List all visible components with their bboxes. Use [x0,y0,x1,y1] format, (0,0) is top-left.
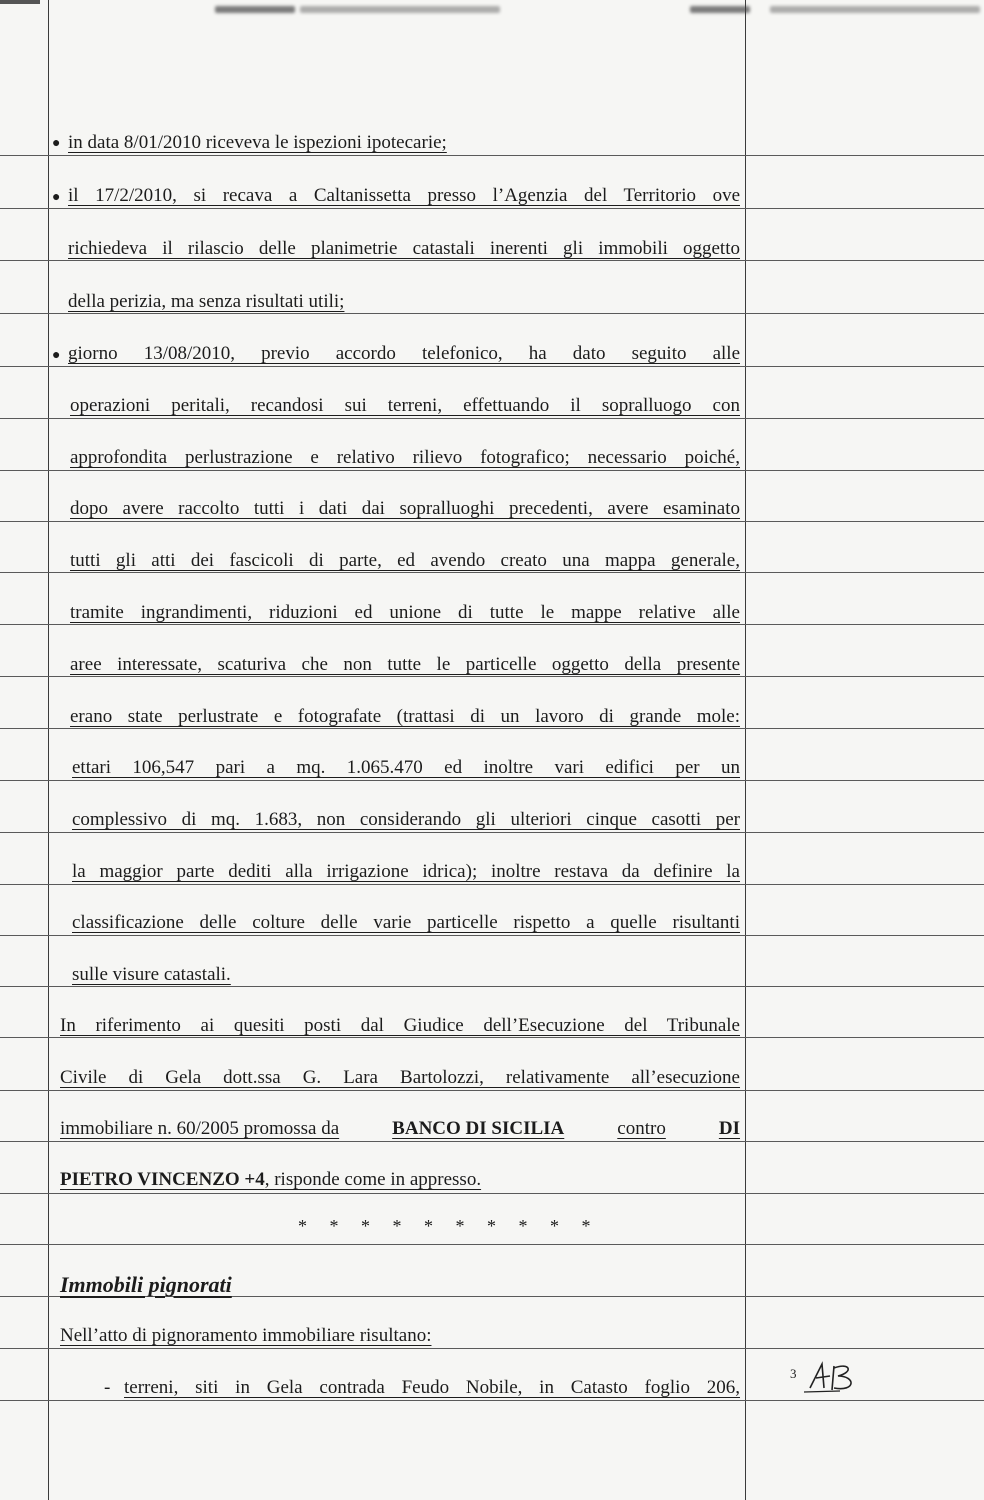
debtor-name-part: DI [718,1118,740,1139]
creditor-name: BANCO DI SICILIA [392,1118,565,1139]
bullet-3-line-10: complessivo di mq. 1.683, non considerando gli ulteriori cinque casotti per [72,809,740,830]
text-segment: contro [617,1118,666,1139]
bullet-3-line-7: aree interessate, scaturiva che non tutte le particelle oggetto della presente [70,654,740,675]
bullet-2-line-1: il 17/2/2010, si recava a Caltanissetta presso l’Agenzia del Territorio ove [68,185,740,206]
bullet-1-line-1: in data 8/01/2010 riceveva le ispezioni ipotecarie; [68,132,447,153]
bullet-3-line-1: giorno 13/08/2010, previo accordo telefonico, ha dato seguito alle [68,343,740,364]
bullet-3-line-6: tramite ingrandimenti, riduzioni ed unione di tutte le mappe relative alle [70,602,740,623]
bullet-dot: ● [52,348,61,363]
section-heading: Immobili pignorati [60,1272,232,1297]
bullet-2-line-2: richiedeva il rilascio delle planimetrie catastali inerenti gli immobili oggetto [68,238,740,259]
bullet-3-line-13: sulle visure catastali. [72,964,231,985]
text-segment: , risponde come in appresso. [264,1169,482,1190]
bullet-3-line-12: classificazione delle colture delle varie particelle rispetto a quelle risultanti [72,912,740,933]
section-intro: Nell’atto di pignoramento immobiliare risultano: [60,1325,432,1346]
section-separator: * * * * * * * * * * [298,1216,600,1236]
paragraph-line-2: Civile di Gela dott.ssa G. Lara Bartolozzi, relativamente all’esecuzione [60,1067,740,1088]
bullet-3-line-9: ettari 106,547 pari a mq. 1.065.470 ed inoltre vari edifici per un [72,757,740,778]
paragraph-line-3 [60,1118,740,1140]
debtor-name-part: PIETRO VINCENZO +4 [60,1169,265,1190]
text-segment: immobiliare n. 60/2005 promossa da [60,1118,340,1139]
signature-initials [800,1358,870,1398]
top-scan-artifact [0,0,984,22]
bullet-3-line-5: tutti gli atti dei fascicoli di parte, ed avendo creato una mappa generale, [70,550,740,571]
paragraph-line-4 [60,1169,481,1191]
page-number: 3 [790,1366,797,1381]
bullet-dot: ● [52,190,61,205]
bullet-2-line-3: della perizia, ma senza risultati utili; [68,291,345,312]
bullet-3-line-4: dopo avere raccolto tutti i dati dai sopralluoghi precedenti, avere esaminato [70,498,740,519]
bullet-3-line-3: approfondita perlustrazione e relativo rilievo fotografico; necessario poiché, [70,447,740,468]
left-margin-line [48,0,49,1500]
paragraph-line-1: In riferimento ai quesiti posti dal Giudice dell’Esecuzione del Tribunale [60,1015,740,1036]
bullet-dot: ● [52,136,61,151]
bullet-3-line-8: erano state perlustrate e fotografate (trattasi di un lavoro di grande mole: [70,706,740,727]
bullet-3-line-11: la maggior parte dediti alla irrigazione idrica); inoltre restava da definire la [72,861,740,882]
right-margin-line [745,0,746,1500]
list-item-dash: - [104,1377,111,1398]
bullet-3-line-2: operazioni peritali, recandosi sui terreni, effettuando il sopralluogo con [70,395,740,416]
list-item-text: terreni, siti in Gela contrada Feudo Nobile, in Catasto foglio 206, [124,1377,740,1398]
